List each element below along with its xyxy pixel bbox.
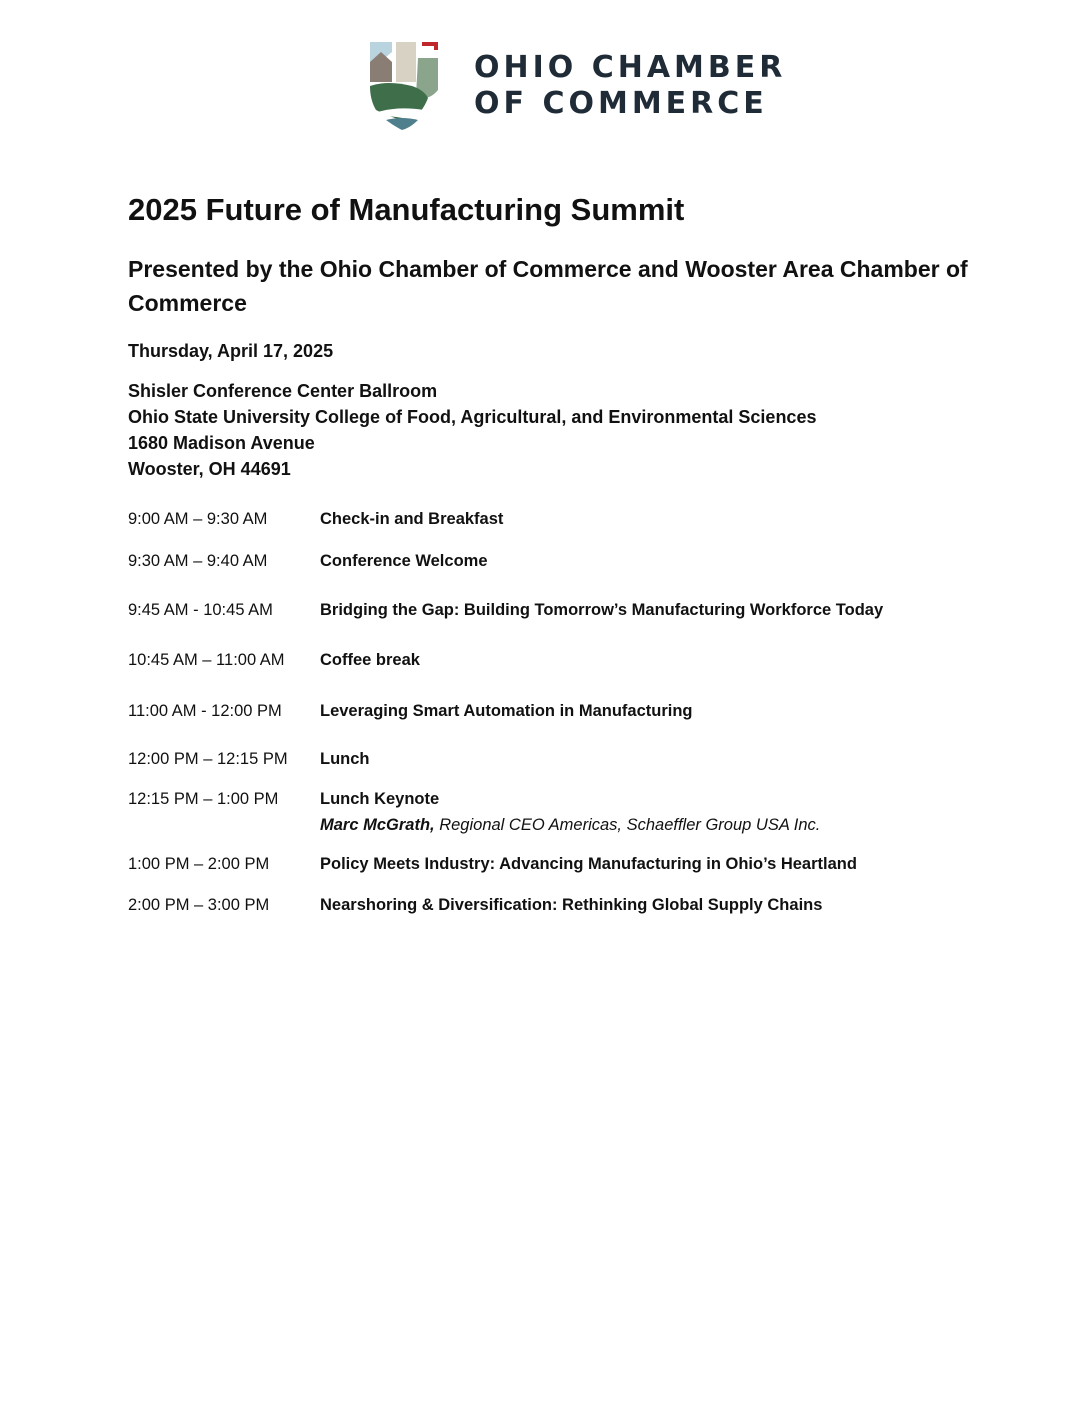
venue-line: 1680 Madison Avenue (128, 433, 315, 453)
venue-line: Wooster, OH 44691 (128, 459, 291, 479)
agenda-time: 1:00 PM – 2:00 PM (128, 855, 270, 873)
agenda-time: 9:45 AM - 10:45 AM (128, 601, 273, 619)
agenda-time: 10:45 AM – 11:00 AM (128, 651, 285, 669)
agenda-event: Policy Meets Industry: Advancing Manufacturing in Ohio’s Heartland (320, 855, 857, 873)
speaker-name: Marc McGrath, (320, 816, 435, 834)
venue-line: Shisler Conference Center Ballroom (128, 381, 438, 401)
ohio-chamber-shield-icon (368, 40, 440, 132)
event-venue (128, 378, 968, 482)
org-logo (368, 40, 786, 132)
agenda-event: Conference Welcome (320, 552, 488, 570)
agenda-event: Lunch (320, 750, 370, 768)
agenda-time: 12:00 PM – 12:15 PM (128, 750, 288, 768)
venue-line: Ohio State University College of Food, Agricultural, and Environmental Sciences (128, 407, 817, 427)
agenda-time: 9:00 AM – 9:30 AM (128, 510, 268, 528)
event-date: Thursday, April 17, 2025 (128, 341, 334, 361)
agenda-event: Coffee break (320, 651, 420, 669)
agenda-time: 12:15 PM – 1:00 PM (128, 790, 279, 808)
event-details (128, 190, 968, 482)
agenda-event: Bridging the Gap: Building Tomorrow’s Manufacturing Workforce Today (320, 601, 884, 619)
page-title: 2025 Future of Manufacturing Summit (128, 192, 685, 227)
agenda-time: 11:00 AM - 12:00 PM (128, 702, 282, 720)
agenda-event: Leveraging Smart Automation in Manufacturing (320, 702, 693, 720)
org-name-line2: OF COMMERCE (474, 86, 768, 121)
agenda-event (320, 786, 970, 838)
agenda-event: Check-in and Breakfast (320, 510, 504, 528)
keynote-speaker (320, 812, 970, 838)
agenda-event-title: Lunch Keynote (320, 790, 440, 808)
agenda-time: 2:00 PM – 3:00 PM (128, 896, 270, 914)
org-name (474, 50, 786, 122)
org-name-line1: OHIO CHAMBER (474, 50, 787, 85)
speaker-title: Regional CEO Americas, Schaeffler Group USA Inc. (434, 816, 821, 834)
agenda-event: Nearshoring & Diversification: Rethinking Global Supply Chains (320, 896, 823, 914)
agenda-time: 9:30 AM – 9:40 AM (128, 552, 268, 570)
event-subtitle: Presented by the Ohio Chamber of Commerce and Wooster Area Chamber of Commerce (128, 256, 968, 316)
